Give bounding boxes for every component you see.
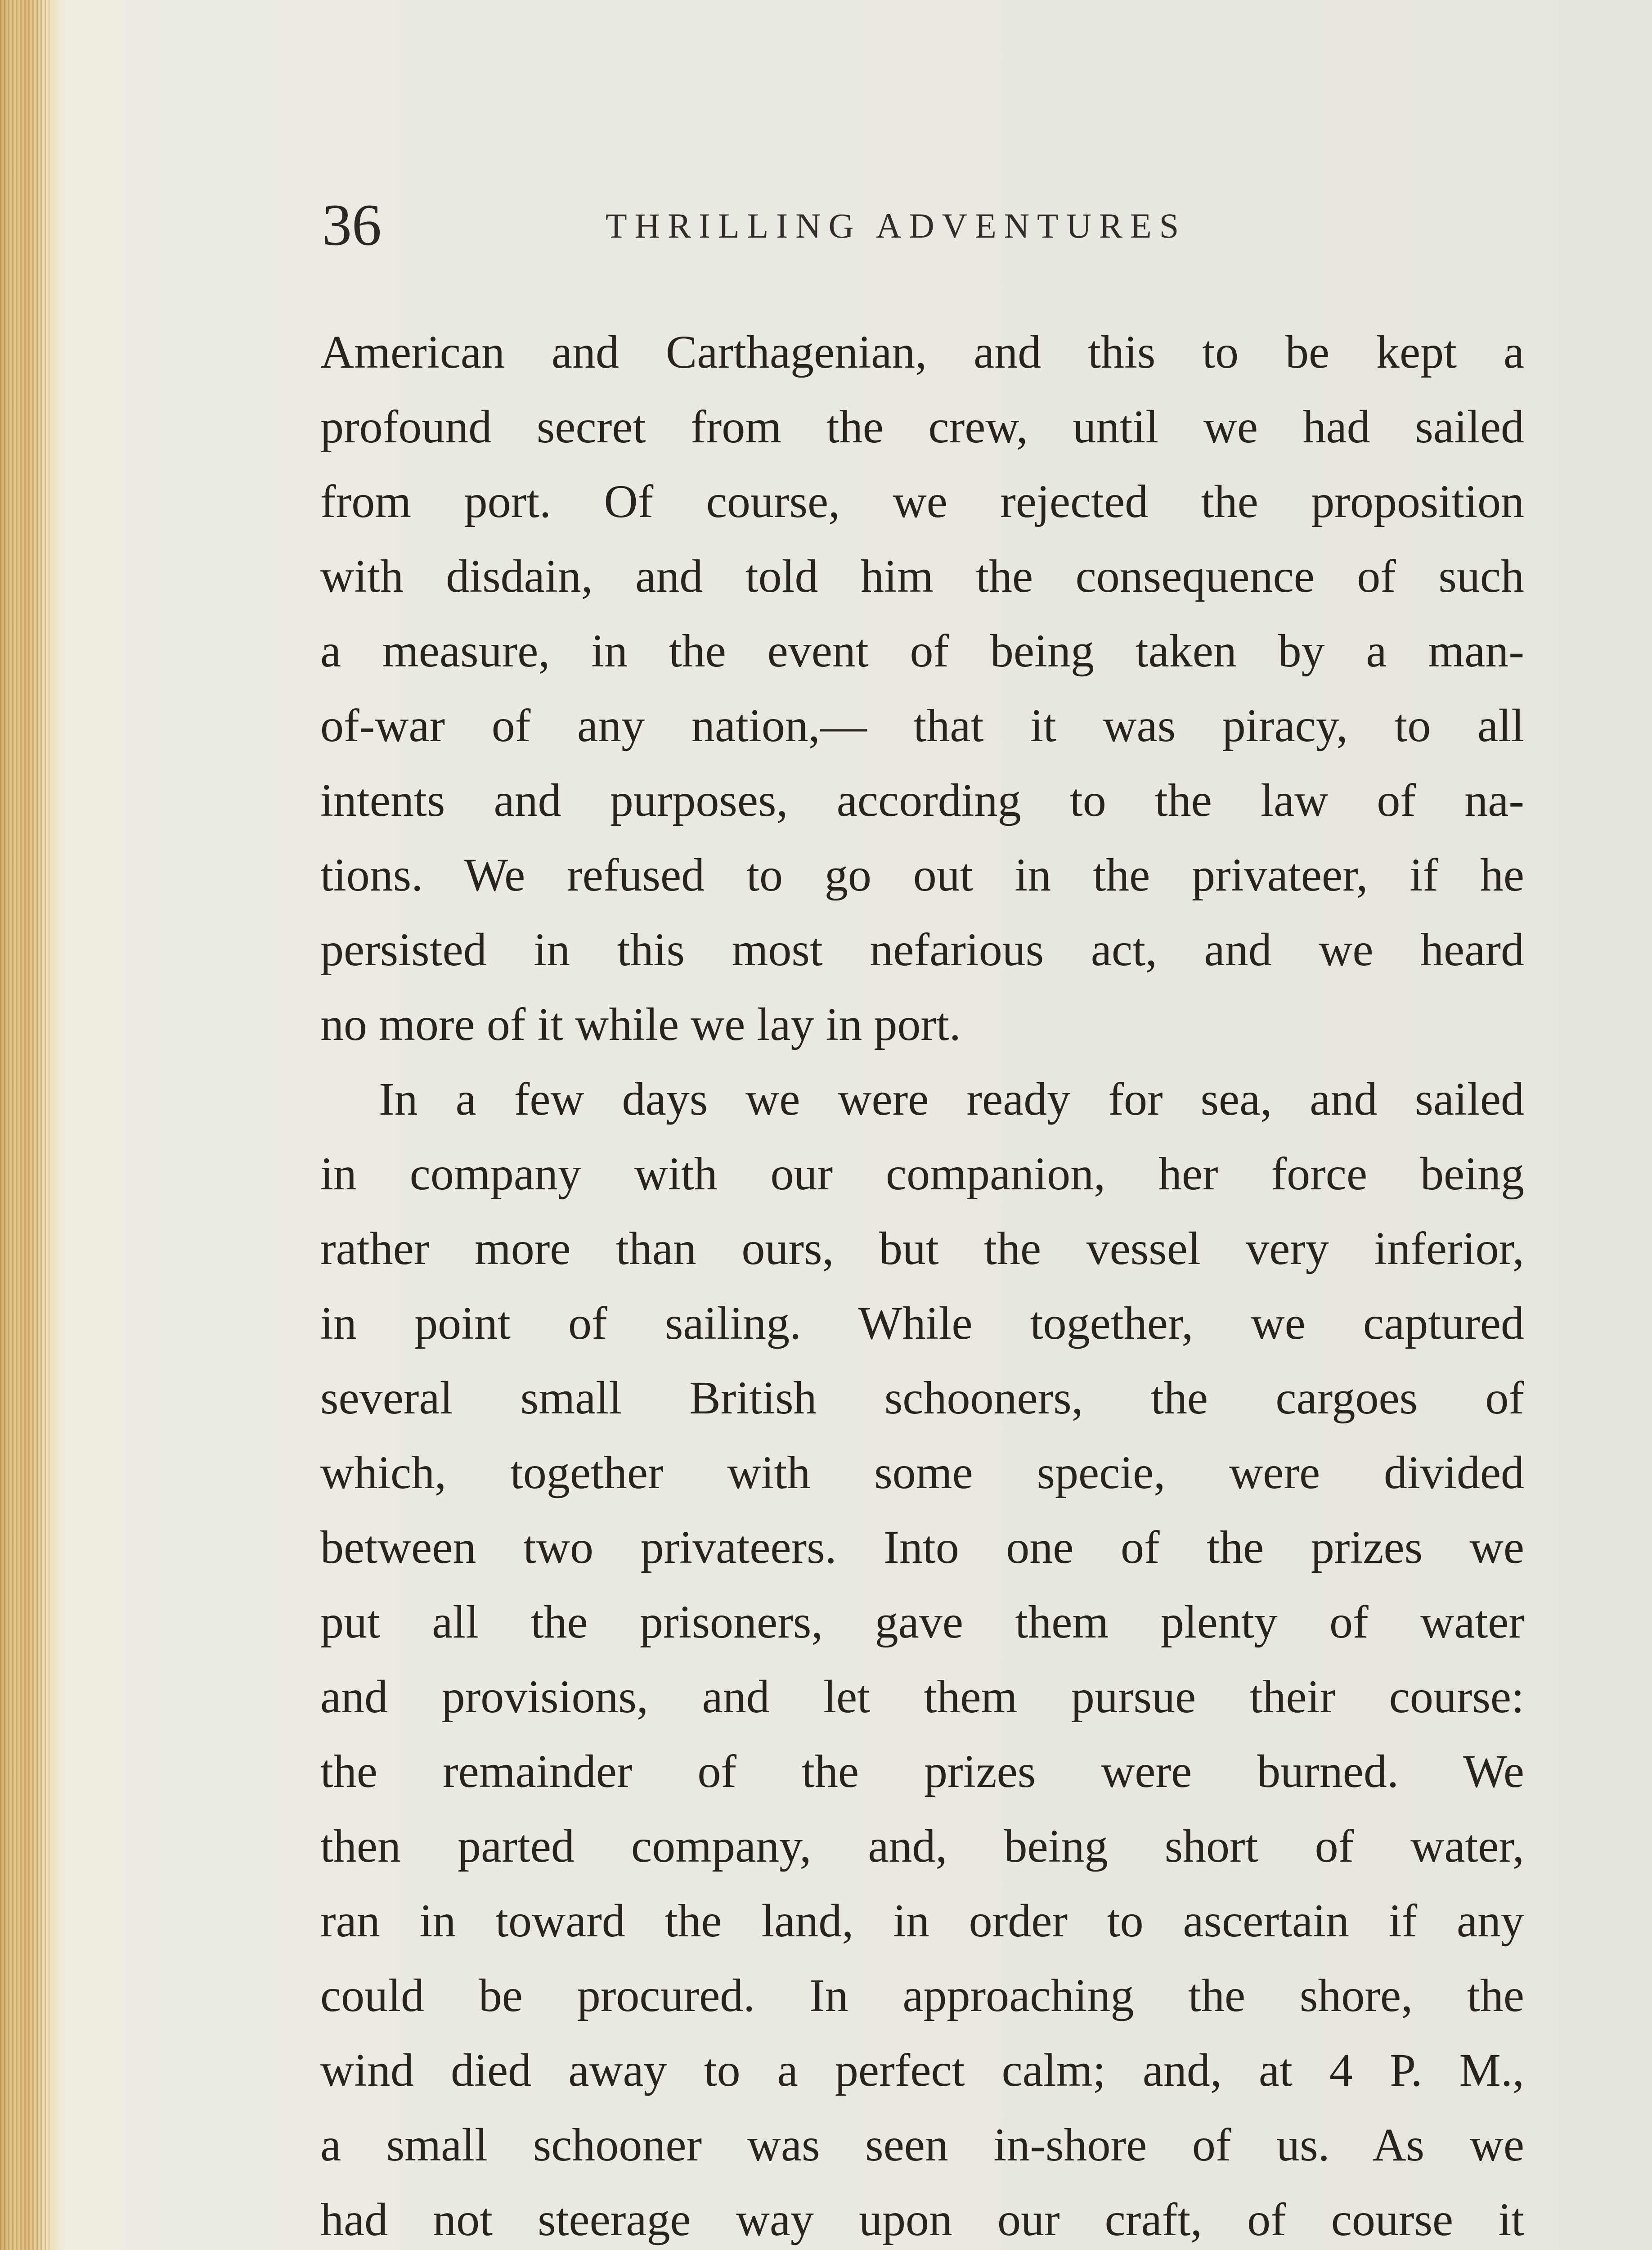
page-number: 36 [322, 192, 382, 258]
text-line: could be procured. In approaching the shore, the [320, 1970, 1524, 2021]
text-line: which, together with some specie, were divided [320, 1447, 1524, 1498]
text-line: and provisions, and let them pursue their course: [320, 1671, 1524, 1723]
text-line: profound secret from the crew, until we had sailed [320, 401, 1524, 453]
text-line: in point of sailing. While together, we captured [320, 1297, 1524, 1349]
paragraph-first-line: In a few days we were ready for sea, and sailed [379, 1073, 1524, 1125]
text-line: persisted in this most nefarious act, and we heard [320, 924, 1524, 976]
text-line: several small British schooners, the cargoes of [320, 1372, 1524, 1424]
page-edge [0, 0, 49, 2250]
text-line: with disdain, and told him the consequence of such [320, 550, 1524, 602]
text-line: from port. Of course, we rejected the proposition [320, 476, 1524, 527]
text-line: had not steerage way upon our craft, of course it [320, 2194, 1524, 2246]
text-line: tions. We refused to go out in the privateer, if he [320, 849, 1524, 901]
text-line: between two privateers. Into one of the prizes we [320, 1521, 1524, 1573]
text-line: wind died away to a perfect calm; and, at 4 P. M., [320, 2044, 1524, 2096]
body-text [320, 315, 1524, 2250]
text-line: ran in toward the land, in order to ascertain if any [320, 1895, 1524, 1947]
text-line: a small schooner was seen in-shore of us. As we [320, 2119, 1524, 2171]
text-line: put all the prisoners, gave them plenty of water [320, 1596, 1524, 1648]
text-line: in company with our companion, her force being [320, 1148, 1524, 1200]
page-header [322, 189, 1528, 261]
text-line: a measure, in the event of being taken by a man- [320, 625, 1524, 677]
text-line: then parted company, and, being short of water, [320, 1820, 1524, 1872]
text-line: the remainder of the prizes were burned. We [320, 1746, 1524, 1797]
text-line: rather more than ours, but the vessel very inferior, [320, 1223, 1524, 1274]
text-line: no more of it while we lay in port. [320, 999, 961, 1050]
running-head: THRILLING ADVENTURES [606, 206, 1187, 245]
text-line: American and Carthagenian, and this to be kept a [320, 326, 1524, 378]
text-line: intents and purposes, according to the law of na- [320, 774, 1524, 826]
text-line: of-war of any nation,— that it was piracy, to all [320, 700, 1524, 752]
